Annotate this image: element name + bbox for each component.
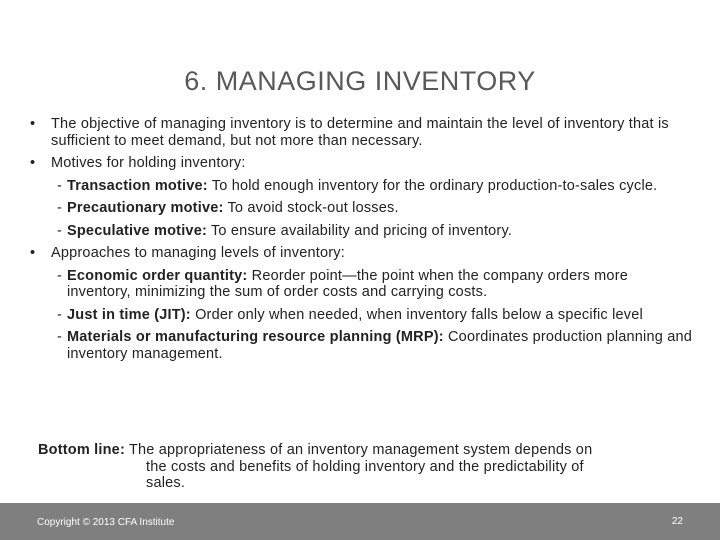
dash-marker: - (57, 200, 63, 216)
page-number: 22 (671, 516, 683, 527)
slide-body (26, 116, 694, 368)
footer-bar (0, 503, 720, 540)
bullet-marker: • (30, 245, 36, 261)
sub-bullet-transaction (26, 178, 694, 195)
term-text: Order only when needed, when inventory falls below a specific level (190, 306, 643, 323)
copyright-text: Copyright © 2013 CFA Institute (37, 517, 175, 528)
dash-marker: - (57, 267, 63, 284)
bullet-text: Approaches to managing levels of inventory: (51, 245, 345, 261)
term-label: Transaction motive: (67, 177, 208, 194)
bottom-line-text-3: sales. (146, 475, 186, 491)
bottom-line-text-1: The appropriateness of an inventory management system depends on (124, 442, 593, 458)
bullet-motives (26, 155, 694, 172)
sub-bullet-speculative (26, 223, 694, 240)
bottom-line (38, 442, 698, 492)
term-text: Reorder point—the point when the company orders more inventory, minimizing the sum of order costs and carrying costs. (67, 267, 628, 300)
sub-bullet-precautionary (26, 200, 694, 217)
dash-marker: - (57, 222, 63, 239)
term-text: To avoid stock-out losses. (223, 200, 399, 216)
term-label: Just in time (JIT): (67, 306, 191, 323)
term-label: Speculative motive: (67, 222, 207, 239)
sub-bullet-jit (26, 307, 694, 324)
term-text: Coordinates production planning and inventory management. (67, 329, 693, 362)
term-text: To hold enough inventory for the ordinary production-to-sales cycle. (207, 177, 658, 194)
sub-bullet-eoq (26, 268, 694, 301)
bullet-marker: • (30, 155, 36, 171)
bullet-objective (26, 116, 694, 149)
sub-bullet-mrp (26, 329, 694, 362)
bullet-marker: • (30, 116, 36, 132)
bottom-line-text-2: the costs and benefits of holding inventory and the predictability of (146, 458, 584, 475)
dash-marker: - (57, 306, 63, 323)
term-label: Economic order quantity: (67, 267, 248, 284)
dash-marker: - (57, 177, 63, 194)
slide-title: 6. MANAGING INVENTORY (184, 66, 536, 96)
dash-marker: - (57, 329, 63, 345)
bullet-text: Motives for holding inventory: (51, 155, 246, 171)
bottom-line-label: Bottom line: (38, 442, 125, 458)
bullet-text: The objective of managing inventory is to determine and maintain the level of inventory that is sufficient to meet demand, but not more than necessary. (51, 116, 669, 149)
bullet-approaches (26, 245, 694, 262)
term-label: Materials or manufacturing resource planning (MRP): (67, 329, 444, 345)
term-text: To ensure availability and pricing of inventory. (207, 222, 513, 239)
term-label: Precautionary motive: (67, 200, 224, 216)
